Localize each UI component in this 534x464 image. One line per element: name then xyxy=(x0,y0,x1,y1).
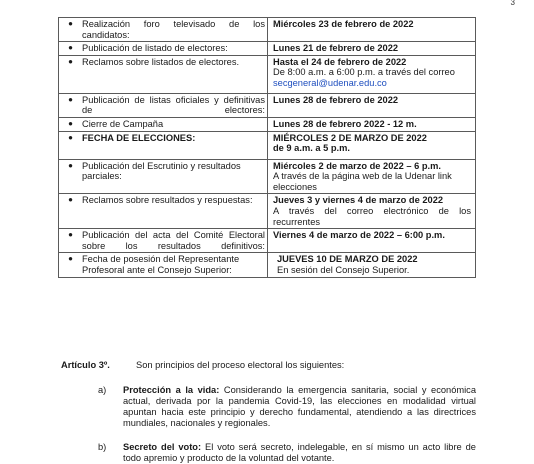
activity-text: Realización foro televisado de los candidatos: xyxy=(82,19,265,40)
activity-cell xyxy=(59,131,268,159)
table-row xyxy=(59,253,476,277)
activity-cell xyxy=(59,18,268,42)
table-row xyxy=(59,131,476,159)
item-text: Considerando la emergencia sanitaria, social y económica actual, derivada por la pandemia Covid-19, las elecciones en modalidad virtual apuntan hacia este principio y derecho fundamental, atendiendo a las directrices mundiales, nacionales y regionales. xyxy=(123,385,476,428)
activity-cell xyxy=(59,117,268,131)
date-text: Lunes 21 de febrero de 2022 xyxy=(273,43,399,54)
email-link[interactable]: secgeneral@udenar.edu.co xyxy=(273,77,387,88)
election-schedule-table xyxy=(58,17,476,278)
bullet-icon: ● xyxy=(68,160,73,170)
date-cell xyxy=(268,229,476,253)
date-cell xyxy=(268,42,476,56)
date-cell xyxy=(268,18,476,42)
activity-cell xyxy=(59,42,268,56)
activity-cell xyxy=(59,253,268,277)
date-cell xyxy=(268,194,476,229)
table-row xyxy=(59,18,476,42)
bullet-icon: ● xyxy=(68,118,73,128)
activity-cell xyxy=(59,93,268,117)
date-detail: A través de la página web de la Udenar link xyxy=(273,171,452,182)
activity-text: FECHA DE ELECCIONES: xyxy=(82,132,196,143)
bullet-icon: ● xyxy=(68,254,73,264)
activity-text: Publicación del acta del Comité Electoral sobre los resultados definitivos: xyxy=(82,230,265,251)
article-label: Artículo 3º. xyxy=(61,360,110,370)
item-marker: a) xyxy=(98,385,107,395)
date-text: Hasta el 24 de febrero de 2022 xyxy=(273,56,407,67)
date-cell xyxy=(268,159,476,194)
item-heading: Secreto del voto: xyxy=(123,442,202,452)
date-cell xyxy=(268,131,476,159)
date-detail: de 9 a.m. a 5 p.m. xyxy=(273,143,350,154)
table-row xyxy=(59,117,476,131)
activity-cell xyxy=(59,194,268,229)
date-text: Jueves 3 y viernes 4 de marzo de 2022 xyxy=(273,195,444,206)
date-detail: A través del correo electrónico de los xyxy=(273,205,471,216)
article-3 xyxy=(61,360,481,371)
table-row xyxy=(59,229,476,253)
bullet-icon: ● xyxy=(68,132,73,142)
date-text: Lunes 28 de febrero de 2022 xyxy=(273,94,399,105)
table-row xyxy=(59,55,476,93)
date-detail: En sesión del Consejo Superior. xyxy=(277,264,410,275)
page-number: 3 xyxy=(510,0,515,7)
bullet-icon: ● xyxy=(68,195,73,205)
activity-text: Reclamos sobre listados de electores. xyxy=(82,56,240,67)
date-cell xyxy=(268,253,476,277)
date-text: JUEVES 10 DE MARZO DE 2022 xyxy=(277,254,418,265)
activity-text: Cierre de Campaña xyxy=(82,118,164,129)
bullet-icon: ● xyxy=(68,56,73,66)
date-cell xyxy=(268,117,476,131)
item-heading: Protección a la vida: xyxy=(123,385,220,395)
activity-cell xyxy=(59,229,268,253)
date-cell xyxy=(268,55,476,93)
date-text: Miércoles 23 de febrero de 2022 xyxy=(273,19,414,29)
date-detail: elecciones xyxy=(273,181,317,192)
bullet-icon: ● xyxy=(68,43,73,53)
date-detail: recurrentes xyxy=(273,216,321,227)
activity-cell xyxy=(59,159,268,194)
item-marker: b) xyxy=(98,442,107,452)
table-row xyxy=(59,93,476,117)
activity-text: Publicación de listas oficiales y definitivas de electores: xyxy=(82,94,265,116)
date-text: Miércoles 2 de marzo de 2022 – 6 p.m. xyxy=(273,160,441,171)
date-text: Viernes 4 de marzo de 2022 – 6:00 p.m. xyxy=(273,230,445,241)
bullet-icon: ● xyxy=(68,94,73,104)
principle-item xyxy=(98,385,476,429)
date-text: MIÉRCOLES 2 DE MARZO DE 2022 xyxy=(273,132,427,143)
activity-text: Publicación del Escrutinio y resultados parciales: xyxy=(82,160,241,182)
principle-item xyxy=(98,442,476,464)
bullet-icon: ● xyxy=(68,230,73,240)
date-detail: De 8:00 a.m. a 6:00 p.m. a través del correo xyxy=(273,67,455,78)
table-row xyxy=(59,194,476,229)
activity-text: Fecha de posesión del Representante Profesoral ante el Consejo Superior: xyxy=(82,254,240,275)
activity-cell xyxy=(59,55,268,93)
activity-text: Reclamos sobre resultados y respuestas: xyxy=(82,195,253,206)
table-row xyxy=(59,42,476,56)
article-intro: Son principios del proceso electoral los siguientes: xyxy=(136,360,345,370)
activity-text: Publicación de listado de electores: xyxy=(82,43,228,54)
item-text: El voto será secreto, indelegable, en sí mismo un acto libre de todo apremio y producto de la voluntad del votante. xyxy=(123,442,476,463)
table-row xyxy=(59,159,476,194)
date-cell xyxy=(268,93,476,117)
bullet-icon: ● xyxy=(68,19,73,28)
date-text: Lunes 28 de febrero 2022 - 12 m. xyxy=(273,118,417,129)
